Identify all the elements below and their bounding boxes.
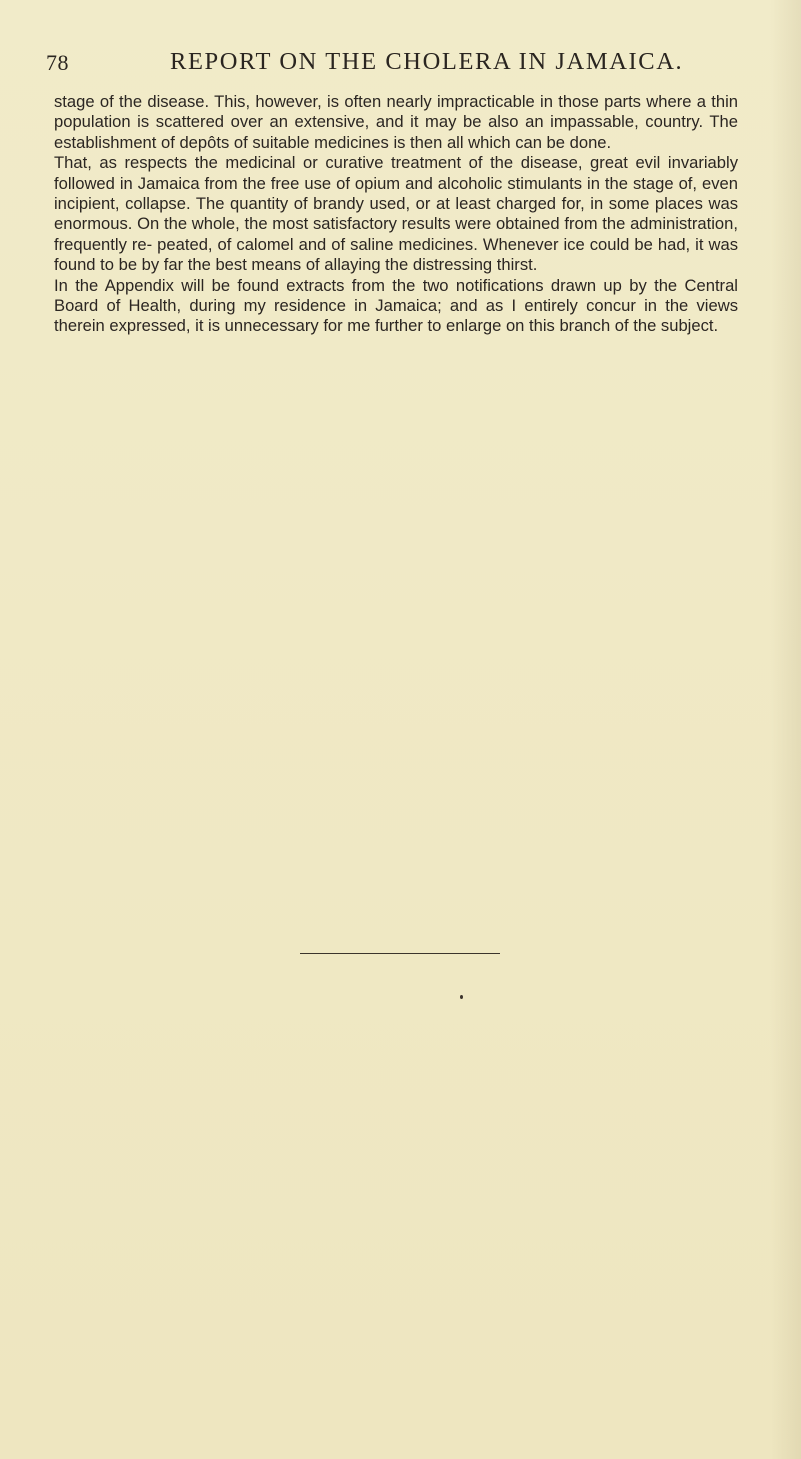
running-title: REPORT ON THE CHOLERA IN JAMAICA. <box>170 48 684 75</box>
page-header <box>46 44 746 84</box>
print-mark <box>460 995 463 999</box>
body-text <box>54 92 738 337</box>
paragraph: In the Appendix will be found extracts from the two notifications drawn up by the Central Board of Health, during my residence in Jamaica; and as I entirely concur in the views therein expressed, it is unnecessary for me further to enlarge on this branch of the subject. <box>54 275 738 336</box>
section-divider-rule <box>300 953 500 954</box>
paragraph: stage of the disease. This, however, is often nearly impracticable in those parts where a thin population is scattered over an extensive, and it may be also an impassable, country. The establishment of depôts of suitable medicines is then all which can be done. <box>54 92 738 152</box>
page-number: 78 <box>46 50 69 75</box>
paragraph: That, as respects the medicinal or curative treatment of the disease, great evil invariably followed in Jamaica from the free use of opium and alcoholic stimulants in the stage of, even incipient, collapse. The quantity of brandy used, or at least charged for, in some places was enormous. On the whole, the most satisfactory results were obtained from the administration, frequently re- peated, of calomel and of saline medicines. Whenever ice could be had, it was found to be by far the best means of allaying the distressing thirst. <box>54 153 738 275</box>
